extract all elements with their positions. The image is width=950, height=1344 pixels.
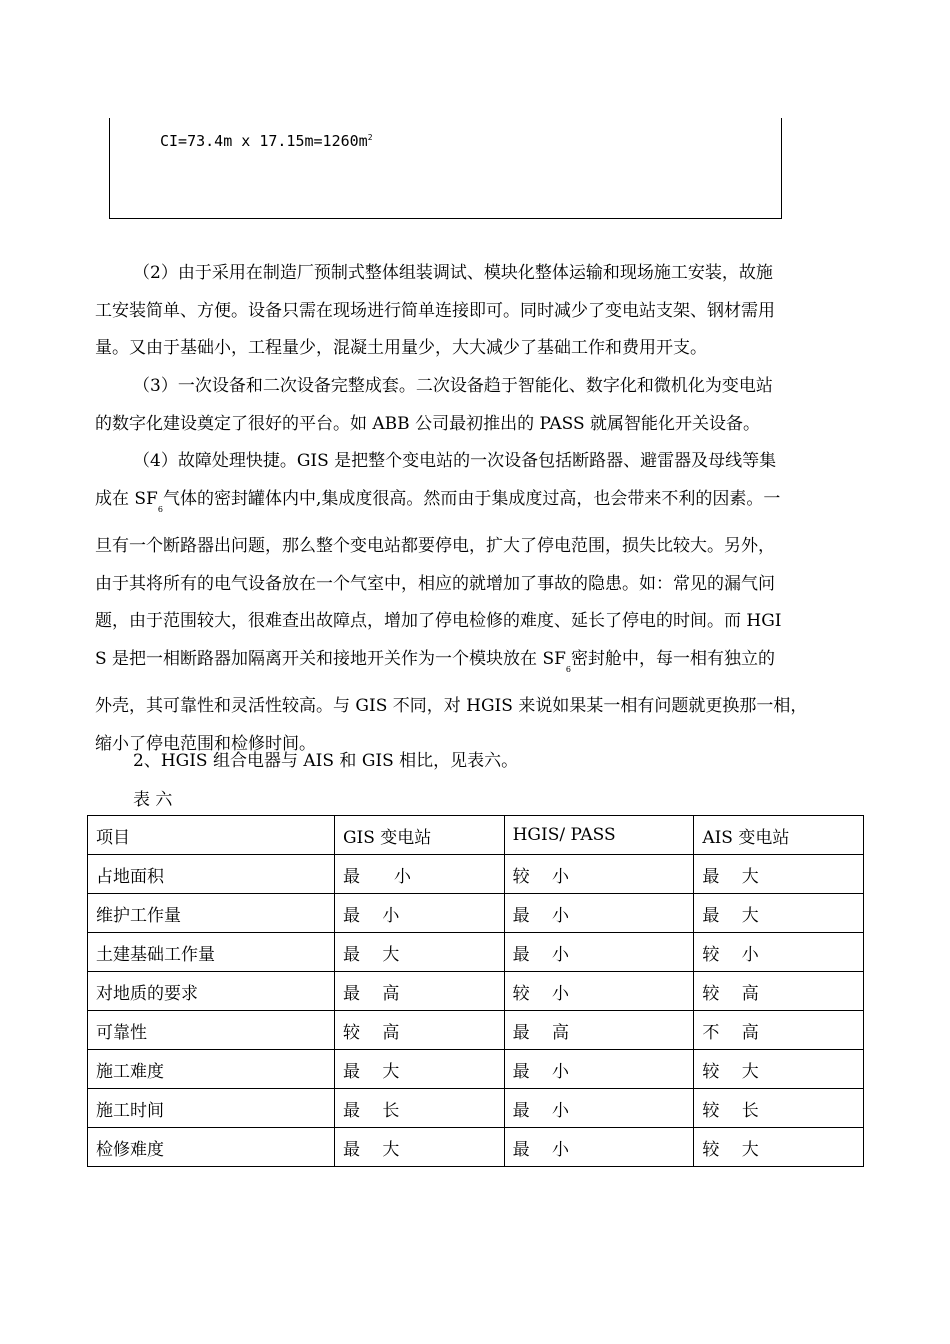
table-cell: 较 大 [694,1050,864,1089]
table-cell: 不 高 [694,1011,864,1050]
paragraph-3: （3）一次设备和二次设备完整成套。二次设备趋于智能化、数字化和微机化为变电站 的数字化建设奠定了很好的平台。如 ABB 公司最初推出的 PASS 就属智能化开关设备。 [95,376,773,434]
header-cell: GIS 变电站 [334,816,504,855]
area-formula: CI=73.4m x $17.15m=1260m^2$ [160,132,373,150]
table-row [88,972,864,1011]
table-cell: 最 大 [694,894,864,933]
header-cell: AIS 变电站 [694,816,864,855]
table-cell: 最 大 [334,1050,504,1089]
paragraph-5: 2、HGIS 组合电器与 AIS 和 GIS 相比，见表六。 [133,751,519,771]
table-cell: 最 小 [334,894,504,933]
table-cell: 最 高 [504,1011,694,1050]
table-cell: 最 高 [334,972,504,1011]
table-cell: 较 长 [694,1089,864,1128]
table-cell: 最 长 [334,1089,504,1128]
table-cell: 较 小 [504,972,694,1011]
table-cell: 最 小 [504,1089,694,1128]
table-cell: 土建基础工作量 [88,933,335,972]
paragraph-4: （4）故障处理快捷。GIS 是把整个变电站的一次设备包括断路器、避雷器及母线等集 成在 $SF_6$气体的密封罐体内中,集成度很高。然而由于集成度过高，也会带来不利的因素。一 旦有一个断路器出问题，那么整个变电站都要停电，扩大了停电范围，损失比较大。另外， 由于其将所有的电气设备放在一个气室中，相应的就增加了事故的隐患。如：常见的漏气问 题，由于范围较大，很难查出故障点，增加了停电检修的难度、延长了停电的时间。而 HGI S 是把一相断路器加隔离开关和接地开关作为一个模块放在 $SF_6$密封舱中，每一相有独立的 外壳，其可靠性和灵活性较高。与 GIS 不同，对 HGIS 来说如果某一相有问题就更换那一相， 缩小了停电范围和检修时间。 [95,451,808,754]
table-row [88,1128,864,1167]
table-row [88,1050,864,1089]
table-cell: 最 大 [334,1128,504,1167]
header-cell: HGIS/ PASS [504,816,694,855]
comparison-table [87,815,864,1167]
table-cell: 较 小 [694,933,864,972]
table-cell: 占地面积 [88,855,335,894]
table-header-row [88,816,864,855]
table-cell: 较 高 [334,1011,504,1050]
table-cell: 最 小 [334,855,504,894]
table-caption: 表 六 [133,790,173,810]
table-cell: 较 大 [694,1128,864,1167]
table-row [88,855,864,894]
table-cell: 施工时间 [88,1089,335,1128]
table-row [88,933,864,972]
table-cell: 最 小 [504,1050,694,1089]
table-cell: 施工难度 [88,1050,335,1089]
table-cell: 最 大 [334,933,504,972]
table-cell: 最 小 [504,933,694,972]
table-cell: 较 高 [694,972,864,1011]
table-row [88,1011,864,1050]
header-cell: 项目 [88,816,335,855]
table-cell: 最 大 [694,855,864,894]
table-cell: 最 小 [504,1128,694,1167]
table-row [88,1089,864,1128]
table-cell: 对地质的要求 [88,972,335,1011]
table-cell: 检修难度 [88,1128,335,1167]
table-cell: 可靠性 [88,1011,335,1050]
table-cell: 维护工作量 [88,894,335,933]
paragraph-2: （2）由于采用在制造厂预制式整体组装调试、模块化整体运输和现场施工安装，故施 工安装简单、方便。设备只需在现场进行简单连接即可。同时减少了变电站支架、钢材需用 量。又由于基础小，工程量少，混凝土用量少，大大减少了基础工作和费用开支。 [95,263,775,358]
table-row [88,894,864,933]
table-cell: 较 小 [504,855,694,894]
table-cell: 最 小 [504,894,694,933]
formula-box [109,118,782,219]
